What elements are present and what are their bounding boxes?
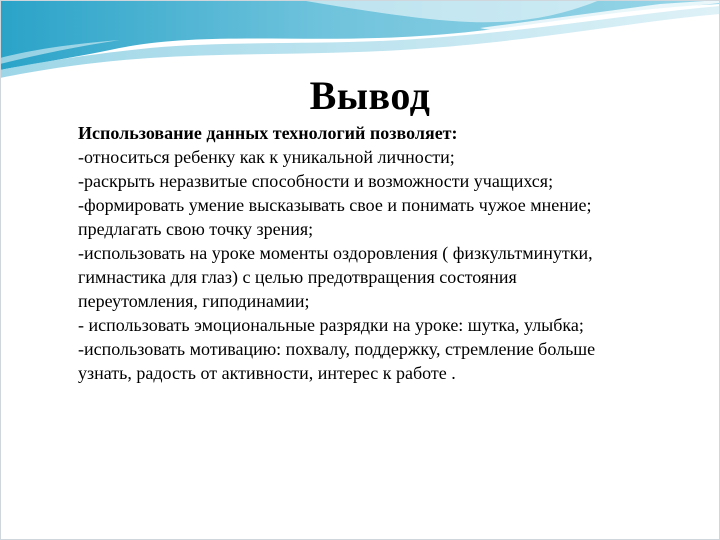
body-line: предлагать свою точку зрения; bbox=[78, 219, 314, 239]
body-line: гимнастика для глаз) с целью предотвращения состояния bbox=[78, 267, 517, 287]
body-line: переутомления, гиподинамии; bbox=[78, 291, 310, 311]
body-line: -использовать мотивацию: похвалу, поддержку, стремление больше bbox=[78, 339, 596, 359]
body-line: узнать, радость от активности, интерес к работе . bbox=[78, 363, 456, 383]
body-line: -использовать на уроке моменты оздоровления ( физкультминутки, bbox=[78, 243, 593, 263]
body-line: - использовать эмоциональные разрядки на уроке: шутка, улыбка; bbox=[78, 315, 584, 335]
body-line: -формировать умение высказывать свое и понимать чужое мнение; bbox=[78, 195, 592, 215]
body-line: -относиться ребенку как к уникальной личности; bbox=[78, 147, 455, 167]
body-lead: Использование данных технологий позволяет: bbox=[78, 123, 458, 143]
body-line: -раскрыть неразвитые способности и возможности учащихся; bbox=[78, 171, 554, 191]
slide-title: Вывод bbox=[309, 73, 431, 118]
header-wave-decoration bbox=[0, 0, 720, 80]
slide-body bbox=[78, 121, 678, 385]
